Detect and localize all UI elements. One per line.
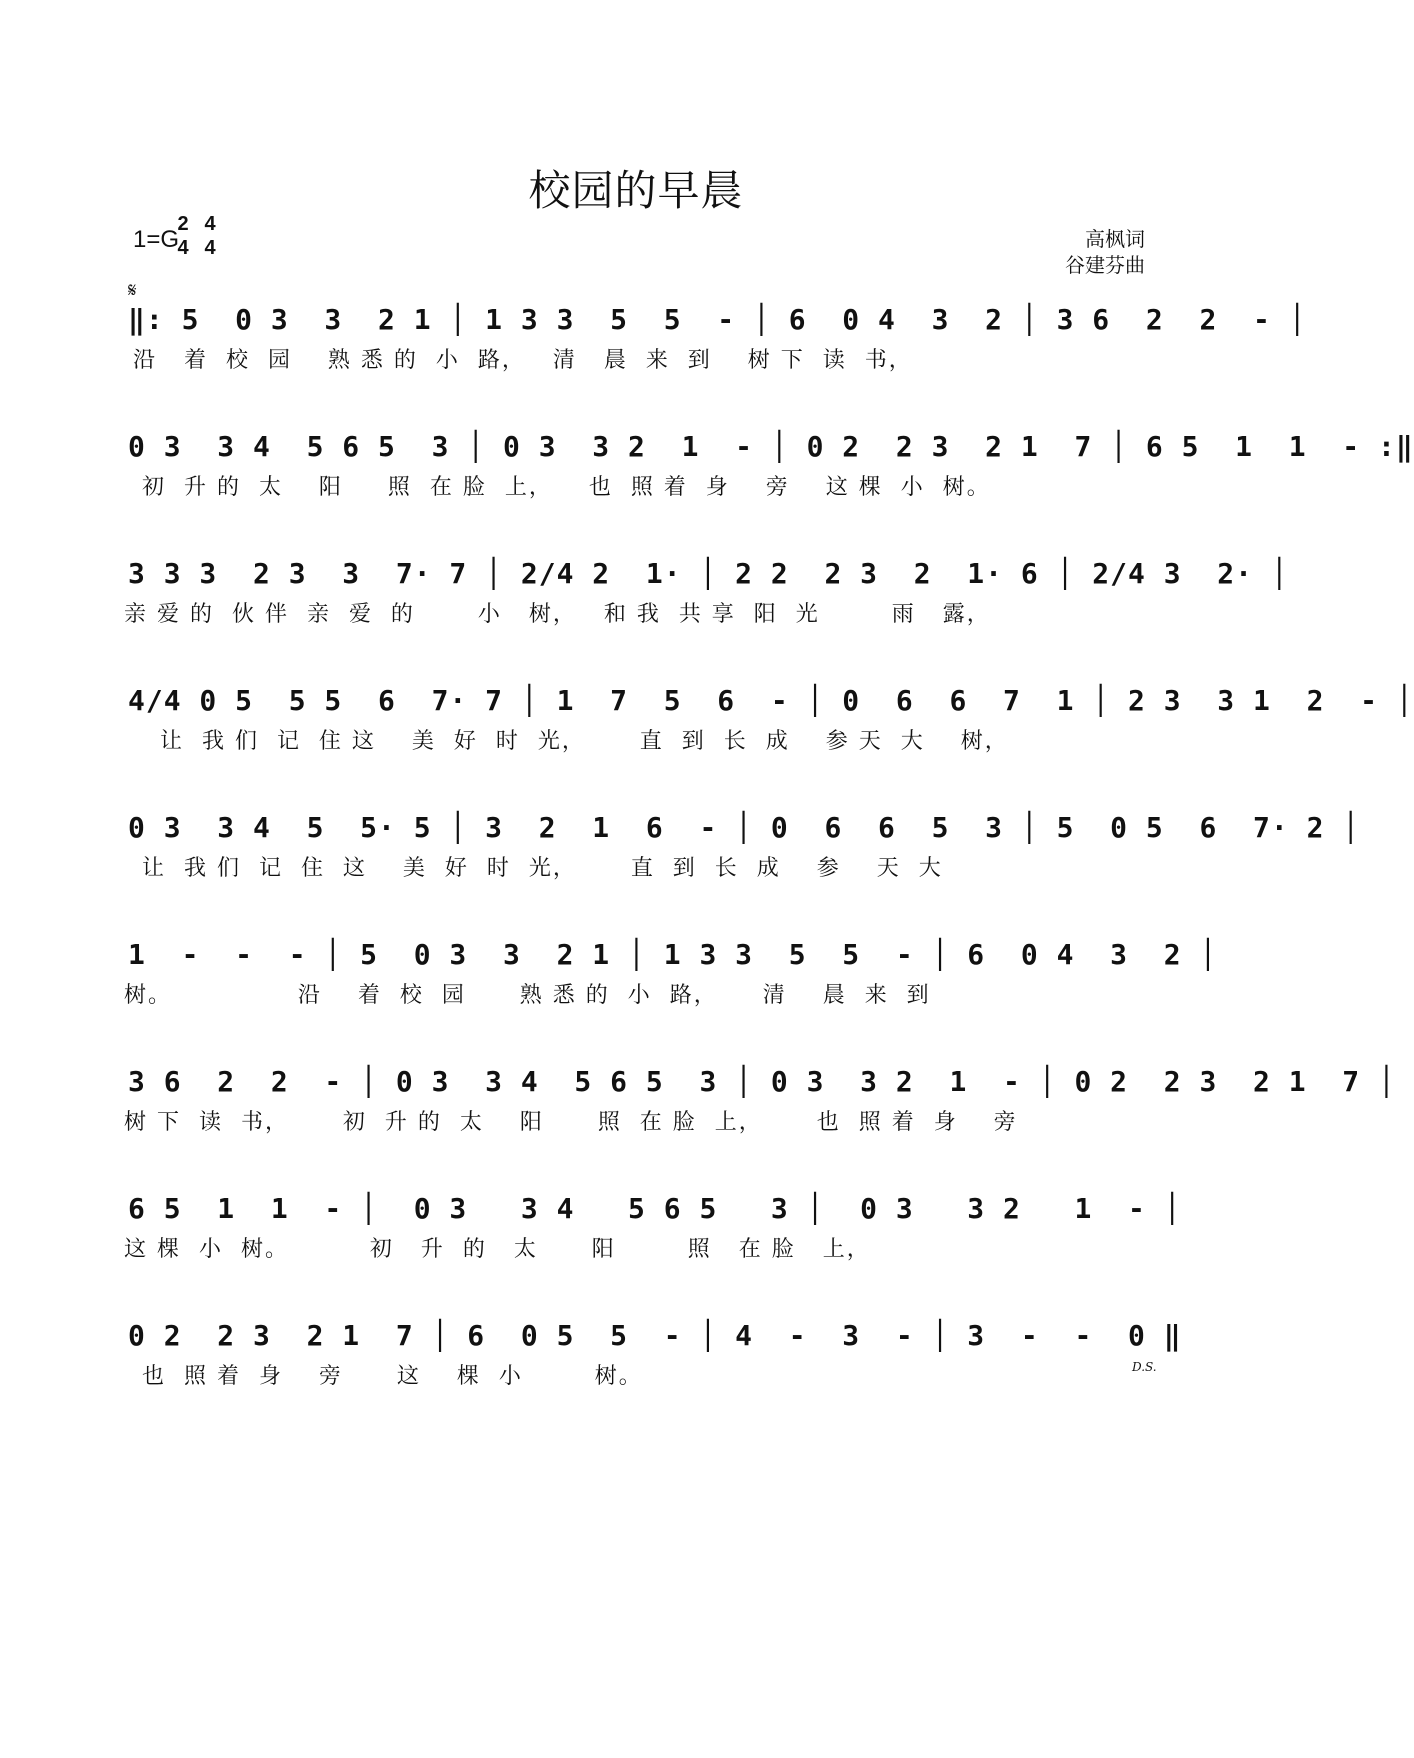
notation-row: 0 3 3 4 5 6 5 3 │ 0 3 3 2 1 - │ 0 2 2 3 2 1 7 │ 6 5 1 1 - :‖ — [128, 430, 1414, 463]
notation-row: 1 - - - │ 5 0 3 3 2 1 │ 1 3 3 5 5 - │ 6 0 4 3 2 │ — [128, 938, 1218, 971]
lyrics-row: 树 下 读 书， 初 升 的 太 阳 照 在 脸 上， 也 照 着 身 旁 — [124, 1110, 1018, 1135]
lyrics-row: 让 我 们 记 住 这 美 好 时 光， 直 到 长 成 参 天 大 树， — [124, 729, 1009, 754]
time-top: 2 — [177, 213, 189, 235]
score-line — [0, 554, 1289, 654]
lyrics-row: 初 升 的 太 阳 照 在 脸 上， 也 照 着 身 旁 这 棵 小 树。 — [124, 475, 991, 500]
score-line — [0, 681, 1414, 781]
notation-row: 0 3 3 4 5 5· 5 │ 3 2 1 6 - │ 0 6 6 5 3 │ 5 0 5 6 7· 2 │ — [128, 811, 1361, 844]
key-signature: 1=G — [133, 226, 180, 253]
score-line — [0, 808, 1361, 908]
notation-row: 3 6 2 2 - │ 0 3 3 4 5 6 5 3 │ 0 3 3 2 1 - │ 0 2 2 3 2 1 7 │ — [128, 1065, 1396, 1098]
score-line — [0, 935, 1272, 1035]
time-top: 4 — [204, 213, 216, 235]
song-title: 校园的早晨 — [528, 166, 744, 215]
time-bottom: 4 — [177, 237, 189, 259]
lyrics-row: 让 我 们 记 住 这 美 好 时 光， 直 到 长 成 参 天 大 — [124, 856, 943, 881]
lyrics-row: 这 棵 小 树。 初 升 的 太 阳 照 在 脸 上， — [124, 1237, 871, 1262]
time-bottom: 4 — [204, 237, 216, 259]
lyricist-credit: 高枫词 — [1085, 227, 1145, 251]
time-signature-2-4 — [176, 212, 190, 260]
notation-row: 4/4 0 5 5 5 6 7· 7 │ 1 7 5 6 - │ 0 6 6 7 1 │ 2 3 3 1 2 - │ — [128, 684, 1414, 717]
score-line — [0, 1189, 1272, 1289]
score-line — [0, 1062, 1396, 1162]
composer-credit: 谷建芬曲 — [1065, 253, 1145, 277]
segno-icon: 𝄋 — [128, 278, 137, 302]
time-signature-4-4 — [203, 212, 217, 260]
score-line — [0, 427, 1414, 527]
score-line — [0, 300, 1307, 400]
notation-row: 0 2 2 3 2 1 7 │ 6 0 5 5 - │ 4 - 3 - │ 3 - - 0 ‖ — [128, 1319, 1182, 1352]
lyrics-row: 也 照 着 身 旁 这 棵 小 树。 — [124, 1364, 643, 1389]
notation-row: ‖: 5 0 3 3 2 1 │ 1 3 3 5 5 - │ 6 0 4 3 2 │ 3 6 2 2 - │ — [128, 303, 1307, 336]
notation-row: 3 3 3 2 3 3 7· 7 │ 2/4 2 1· │ 2 2 2 3 2 1· 6 │ 2/4 3 2· │ — [128, 557, 1289, 590]
lyrics-row: 树。 沿 着 校 园 熟 悉 的 小 路， 清 晨 来 到 — [124, 983, 931, 1008]
lyrics-row: 亲 爱 的 伙 伴 亲 爱 的 小 树， 和 我 共 享 阳 光 雨 露， — [124, 602, 991, 627]
score-line — [0, 1316, 1272, 1416]
dal-segno-mark: D.S. — [1132, 1360, 1157, 1374]
notation-row: 6 5 1 1 - │ 0 3 3 4 5 6 5 3 │ 0 3 3 2 1 - │ — [128, 1192, 1182, 1225]
lyrics-row: 沿 着 校 园 熟 悉 的 小 路， 清 晨 来 到 树 下 读 书， — [124, 348, 913, 373]
